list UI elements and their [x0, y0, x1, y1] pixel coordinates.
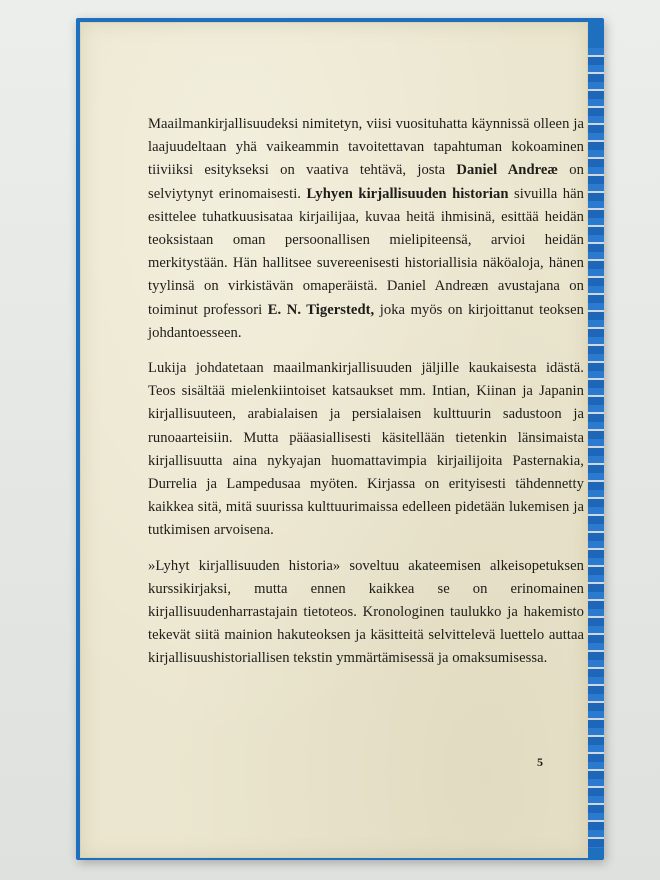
text-run: joka myös on kirjoittanut teoksen johdantoesseen. [148, 301, 585, 341]
text-run: Maailmankirjallisuudeksi nimitetyn, viisi vuosituhatta käynnissä olleen ja laajuudeltaan yhä vaikeammin tavoitettavan tapahtuman kokoaminen tiiviiksi esitykseksi on vaativa tehtävä, josta [148, 116, 584, 179]
page-number: 5 [537, 755, 543, 769]
professor-name: E. N. Tigerstedt, [267, 301, 375, 318]
back-cover-page [80, 22, 588, 858]
book-title: Lyhyen kirjallisuuden historian [306, 185, 509, 202]
author-name: Daniel Andreæ [456, 162, 559, 179]
blurb-text [148, 113, 584, 683]
paragraph-3 [148, 555, 584, 671]
text-run: Lukija johdatetaan maailmankirjallisuuden jäljille kaukaisesta idästä. Teos sisältää mielenkiintoiset katsaukset mm. Intian, Kiinan ja Japanin kirjallisuuteen, arabialaisen ja persialaisen kulttuurin sadustoon ja runoaarteisiin. Mutta pääasiallisesti käsitellään tietenkin länsimaista kirjallisuutta aina nykyajan huomattavimpia kirjailijoita Pasternakia, Durrelia ja Lampedusaa myöten. Kirjassa on erityisesti tähdennetty kaikkea sitä, mitä suurissa kulttuurimaissa edelleen pidetään lukemisen ja tutkimisen arvoisena. [148, 360, 584, 539]
blue-cover-edge [586, 48, 604, 848]
paragraph-1 [148, 113, 584, 345]
text-run: sivuilla hän esittelee tuhatkuusisataa kirjailijaa, kuvaa heitä ihmisinä, esittää heidän teoksistaan oman persoonallisen mielipiteensä, arvioi heidän merkitystään. Hän hallitsee suvereenisesti historiallisia näköaloja, hänen tyylinsä on virkistävän omaperäistä. Daniel Andreæn avustajana on toiminut professori [148, 185, 584, 318]
text-run: »Lyhyt kirjallisuuden historia» soveltuu akateemisen alkeisopetuksen kurssikirjaksi, mutta ennen kaikkea se on erinomainen kirjallisuudenharrastajain tietoteos. Kronologinen taulukko ja hakemisto tekevät siitä mainion hakuteoksen ja käsitteitä selvittelevä luettelo auttaa kirjallisuushistoriallisen tekstin ymmärtämisessä ja omaksumisessa. [148, 557, 584, 667]
paragraph-2 [148, 357, 584, 543]
text-run: on selviytynyt erinomaisesti. [148, 162, 584, 202]
